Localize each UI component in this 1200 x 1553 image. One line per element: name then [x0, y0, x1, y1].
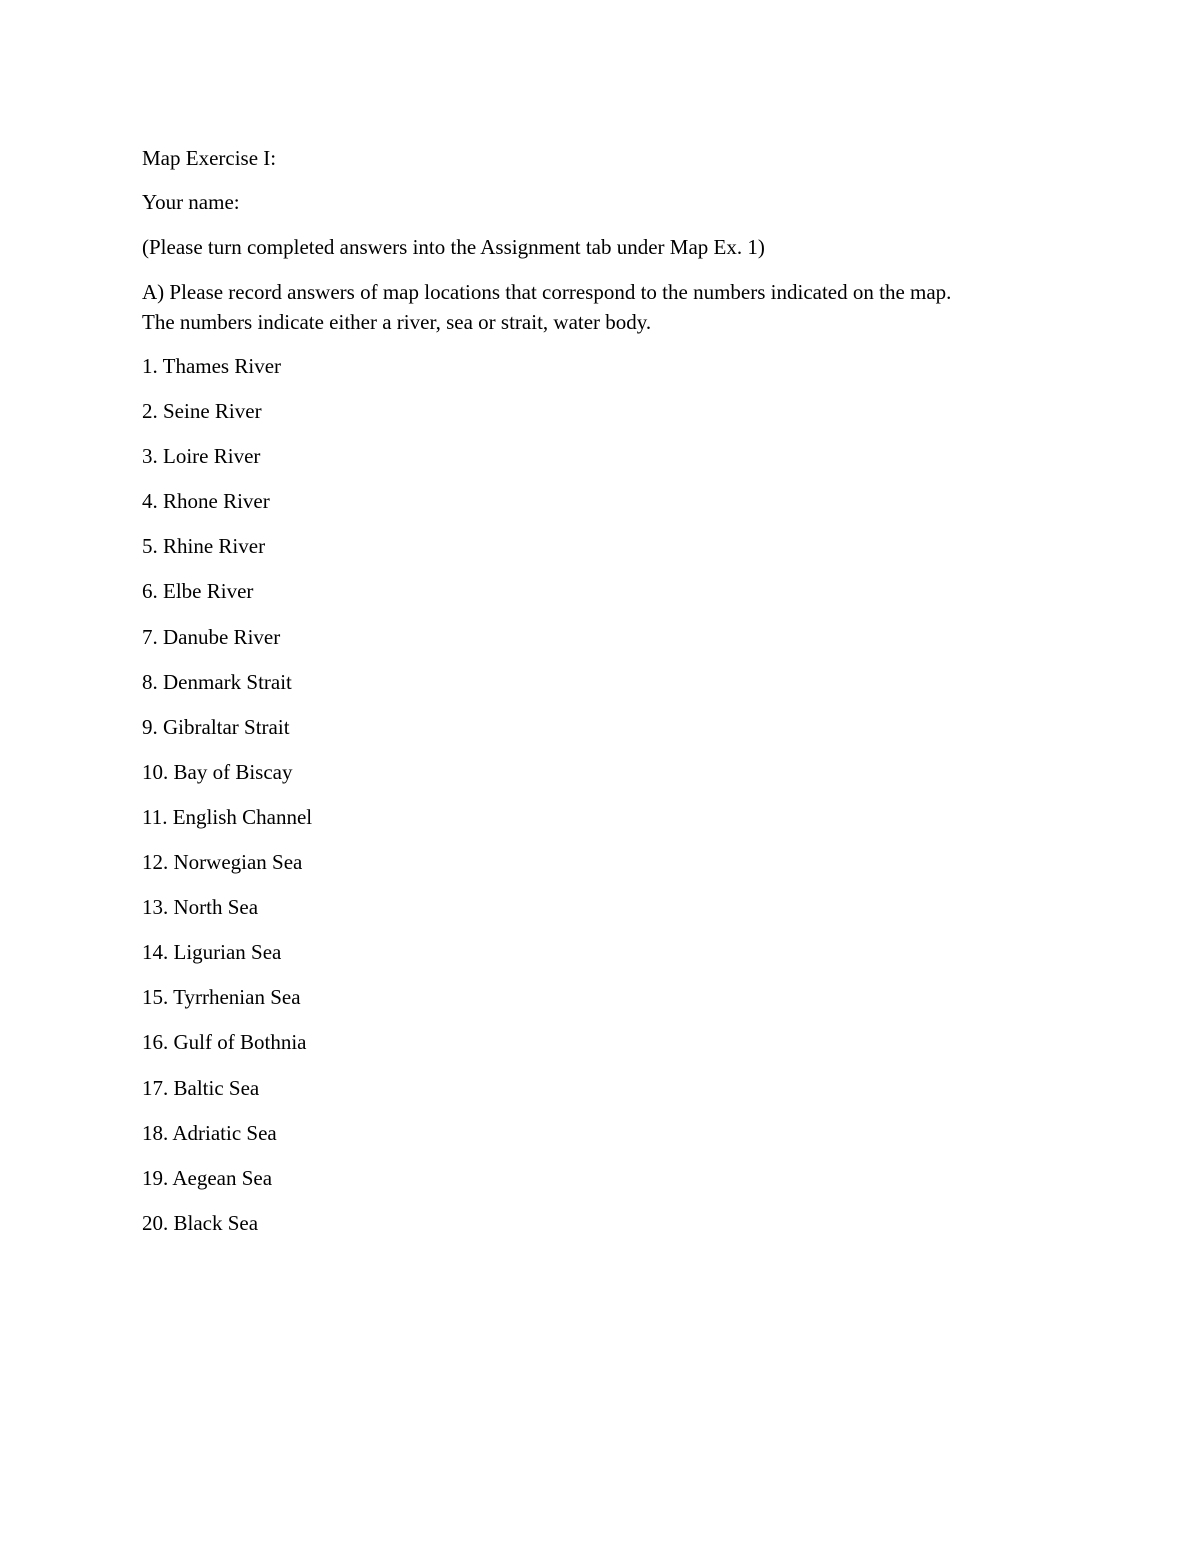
prompt-line-1: A) Please record answers of map locations that correspond to the numbers indicated on the map.: [142, 280, 952, 304]
list-item: 19. Aegean Sea: [142, 1165, 273, 1190]
list-item: 3. Loire River: [142, 444, 261, 469]
list-item: 9. Gibraltar Strait: [142, 714, 290, 739]
list-item: 17. Baltic Sea: [142, 1075, 260, 1100]
list-item: 4. Rhone River: [142, 489, 270, 514]
list-item: 15. Tyrrhenian Sea: [142, 985, 301, 1010]
prompt-line-2: The numbers indicate either a river, sea or strait, water body.: [142, 310, 652, 334]
list-item: 14. Ligurian Sea: [142, 940, 282, 965]
list-item: 5. Rhine River: [142, 534, 266, 559]
list-item: 2. Seine River: [142, 399, 262, 424]
list-item: 11. English Channel: [142, 804, 313, 829]
answer-list: [142, 351, 1082, 1238]
list-item: 12. Norwegian Sea: [142, 850, 303, 875]
list-item: 13. North Sea: [142, 895, 259, 920]
list-item: 7. Danube River: [142, 624, 281, 649]
list-item: 1. Thames River: [142, 354, 282, 378]
submission-instruction: (Please turn completed answers into the Assignment tab under Map Ex. 1): [142, 235, 765, 259]
exercise-prompt: [142, 277, 1082, 337]
list-item: 6. Elbe River: [142, 579, 254, 604]
page-title: Map Exercise I:: [142, 146, 277, 170]
document-body: [142, 143, 1082, 1253]
list-item: 18. Adriatic Sea: [142, 1120, 277, 1145]
name-label: Your name:: [142, 190, 240, 214]
list-item: 8. Denmark Strait: [142, 669, 292, 694]
list-item: 16. Gulf of Bothnia: [142, 1030, 307, 1055]
list-item: 10. Bay of Biscay: [142, 759, 293, 784]
list-item: 20. Black Sea: [142, 1210, 259, 1235]
